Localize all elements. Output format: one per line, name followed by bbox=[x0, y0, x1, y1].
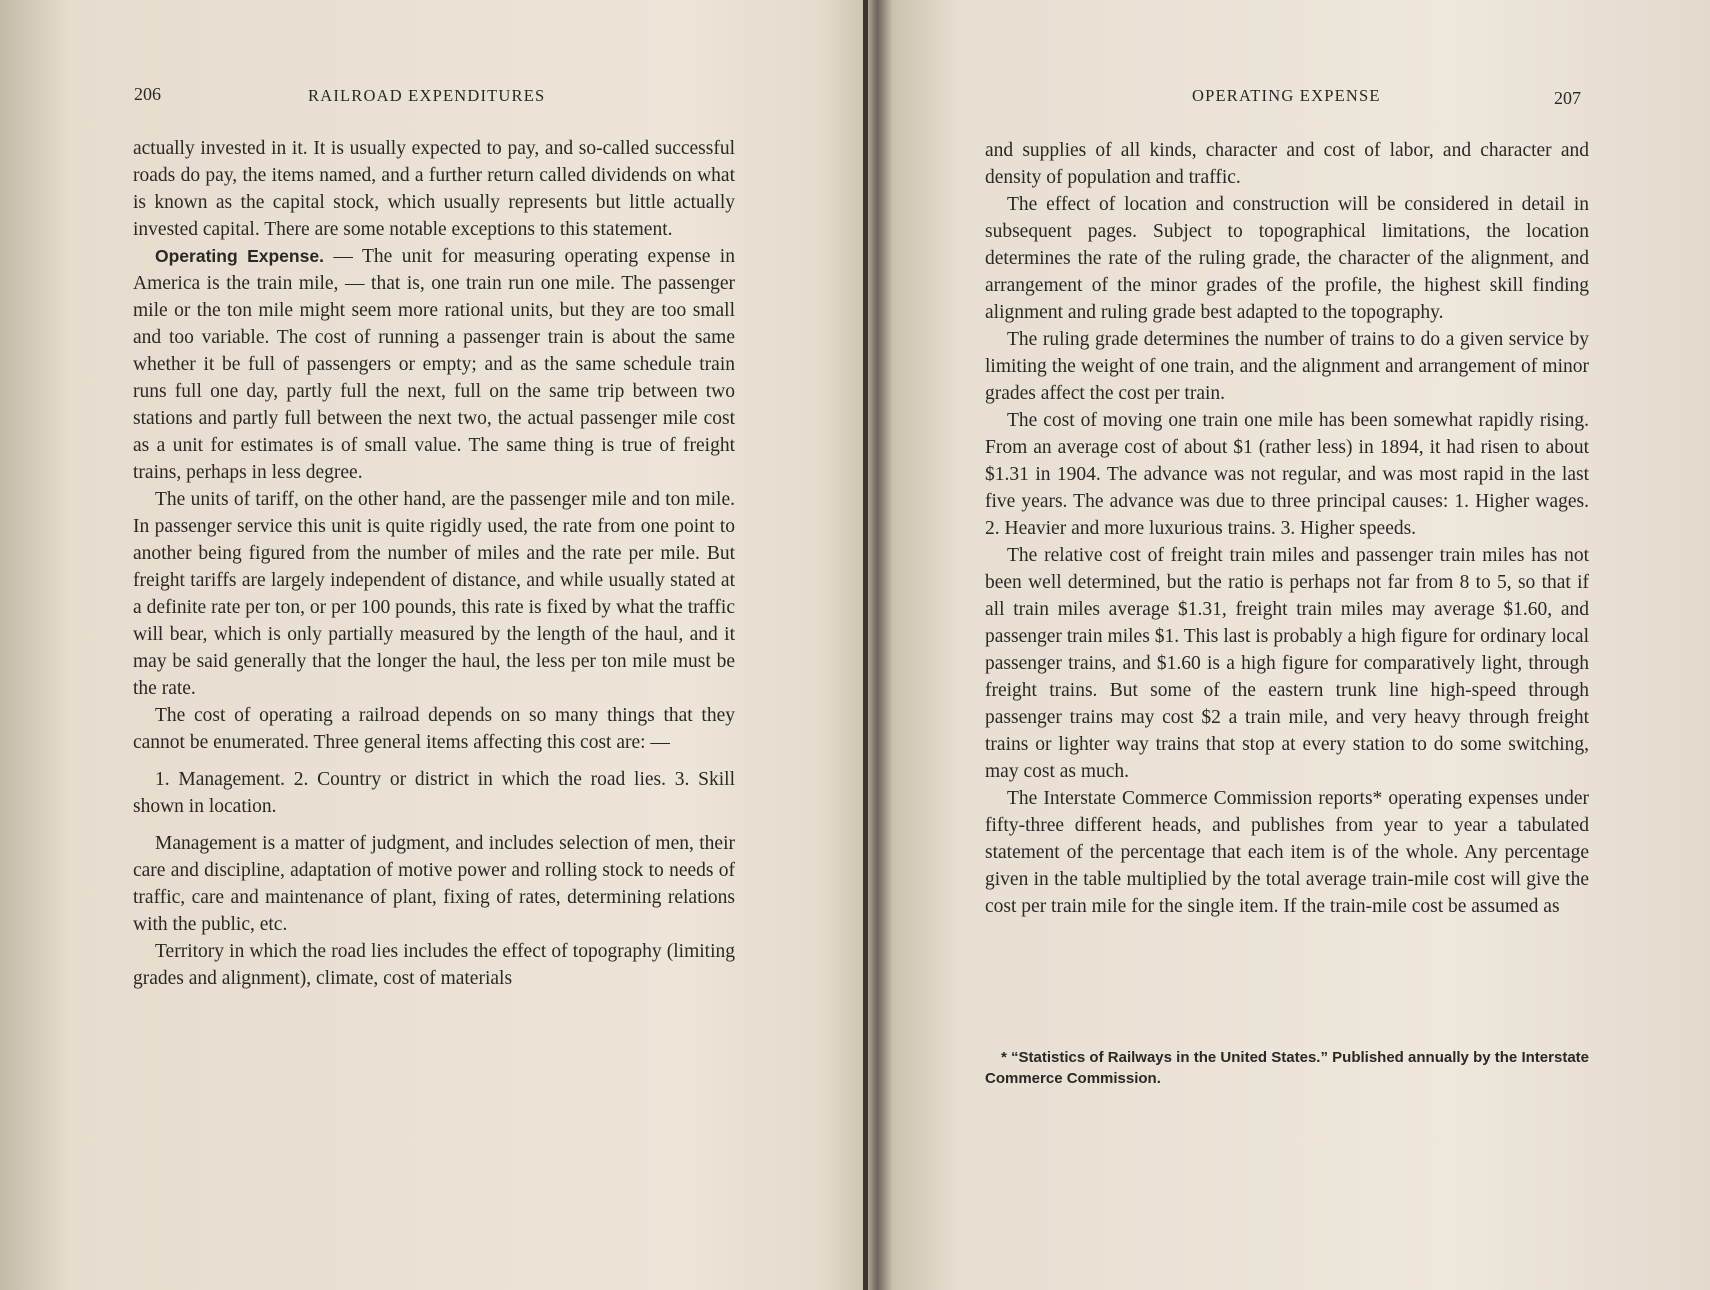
paragraph: The cost of moving one train one mile has been somewhat rapidly rising. From an average cost of about $1 (rather less) in 1894, it had risen to about $1.31 in 1904. The advance was not regular, and was most rapid in the last five years. The advance was due to three principal causes: 1. Higher wages. 2. Heavier and more luxurious trains. 3. Higher speeds. bbox=[985, 410, 1589, 539]
paragraph: Management is a matter of judgment, and includes selection of men, their care and discipline, adaptation of motive power and rolling stock to needs of traffic, care and maintenance of plant, fixing of rates, determining relations with the public, etc. bbox=[133, 833, 735, 935]
paragraph: actually invested in it. It is usually expected to pay, and so-called successful roads do pay, the items named, and a further return called dividends on what is known as the capital stock, which usually represents but little actually invested capital. There are some notable exceptions to this statement. bbox=[133, 138, 735, 240]
paragraph: The relative cost of freight train miles and passenger train miles has not been well determined, but the ratio is perhaps not far from 8 to 5, so that if all train miles average $1.31, freight train miles may average $1.60, and passenger train miles $1. This last is probably a high figure for ordinary local passenger trains, and $1.60 is a high figure for comparatively light, through freight trains. But some of the eastern trunk line high-speed through passenger trains may cost $2 a train mile, and very heavy through freight trains or lighter way trains that stop at every station to do some switching, may cost as much. bbox=[985, 545, 1589, 782]
page-number: 207 bbox=[1554, 88, 1581, 108]
numbered-list: 1. Management. 2. Country or district in which the road lies. 3. Skill shown in location. bbox=[133, 769, 735, 817]
paragraph: The effect of location and construction will be considered in detail in subsequent pages. Subject to topographical limitations, the location determines the rate of the ruling grade, the character of the alignment, and arrangement of the minor grades of the profile, the highest skill finding alignment and ruling grade best adapted to the topography. bbox=[985, 194, 1589, 323]
footnote bbox=[985, 1047, 1589, 1089]
paragraph: The ruling grade determines the number of trains to do a given service by limiting the weight of one train, and the alignment and arrangement of minor grades affect the cost per train. bbox=[985, 329, 1589, 404]
paragraph: Territory in which the road lies includes the effect of topography (limiting grades and alignment), climate, cost of materials bbox=[133, 941, 735, 989]
paragraph: The cost of operating a railroad depends on so many things that they cannot be enumerated. Three general items affecting this cost are: — bbox=[133, 705, 735, 753]
book-gutter bbox=[863, 0, 868, 1290]
running-head: OPERATING EXPENSE bbox=[1192, 86, 1381, 105]
paragraph: and supplies of all kinds, character and cost of labor, and character and density of population and traffic. bbox=[985, 140, 1589, 188]
paragraph-text: — The unit for measuring operating expense in America is the train mile, — that is, one train run one mile. The passenger mile or the ton mile might seem more rational units, but they are too small and too variable. The cost of running a passenger train is about the same whether it be full of passengers or empty; and as the same schedule train runs full one day, partly full the next, full on the same trip between two stations and partly full between the next two, the actual passenger mile cost as a unit for estimates is of small value. The same thing is true of freight trains, perhaps in less degree. bbox=[133, 246, 735, 483]
running-head: RAILROAD EXPENDITURES bbox=[308, 86, 546, 105]
right-page bbox=[872, 0, 1710, 1290]
paragraph bbox=[133, 243, 735, 486]
side-heading: Operating Expense. bbox=[155, 246, 324, 266]
page-number: 206 bbox=[134, 84, 161, 104]
body-text bbox=[985, 137, 1589, 920]
footnote-text: * “Statistics of Railways in the United States.” Published annually by the Interstate Commerce Commission. bbox=[985, 1049, 1589, 1087]
paragraph: The units of tariff, on the other hand, are the passenger mile and ton mile. In passenger service this unit is quite rigidly used, the rate from one point to another being figured from the number of miles and the rate per mile. But freight tariffs are largely independent of distance, and while usually stated at a definite rate per ton, or per 100 pounds, this rate is fixed by what the traffic will bear, which is only partially measured by the length of the haul, and it may be said generally that the longer the haul, the less per ton mile must be the rate. bbox=[133, 489, 735, 699]
paragraph: The Interstate Commerce Commission reports* operating expenses under fifty-three different heads, and publishes from year to year a tabulated statement of the percentage that each item is of the whole. Any percentage given in the table multiplied by the total average train-mile cost will give the cost per train mile for the single item. If the train-mile cost be assumed as bbox=[985, 788, 1589, 917]
body-text bbox=[133, 135, 735, 992]
